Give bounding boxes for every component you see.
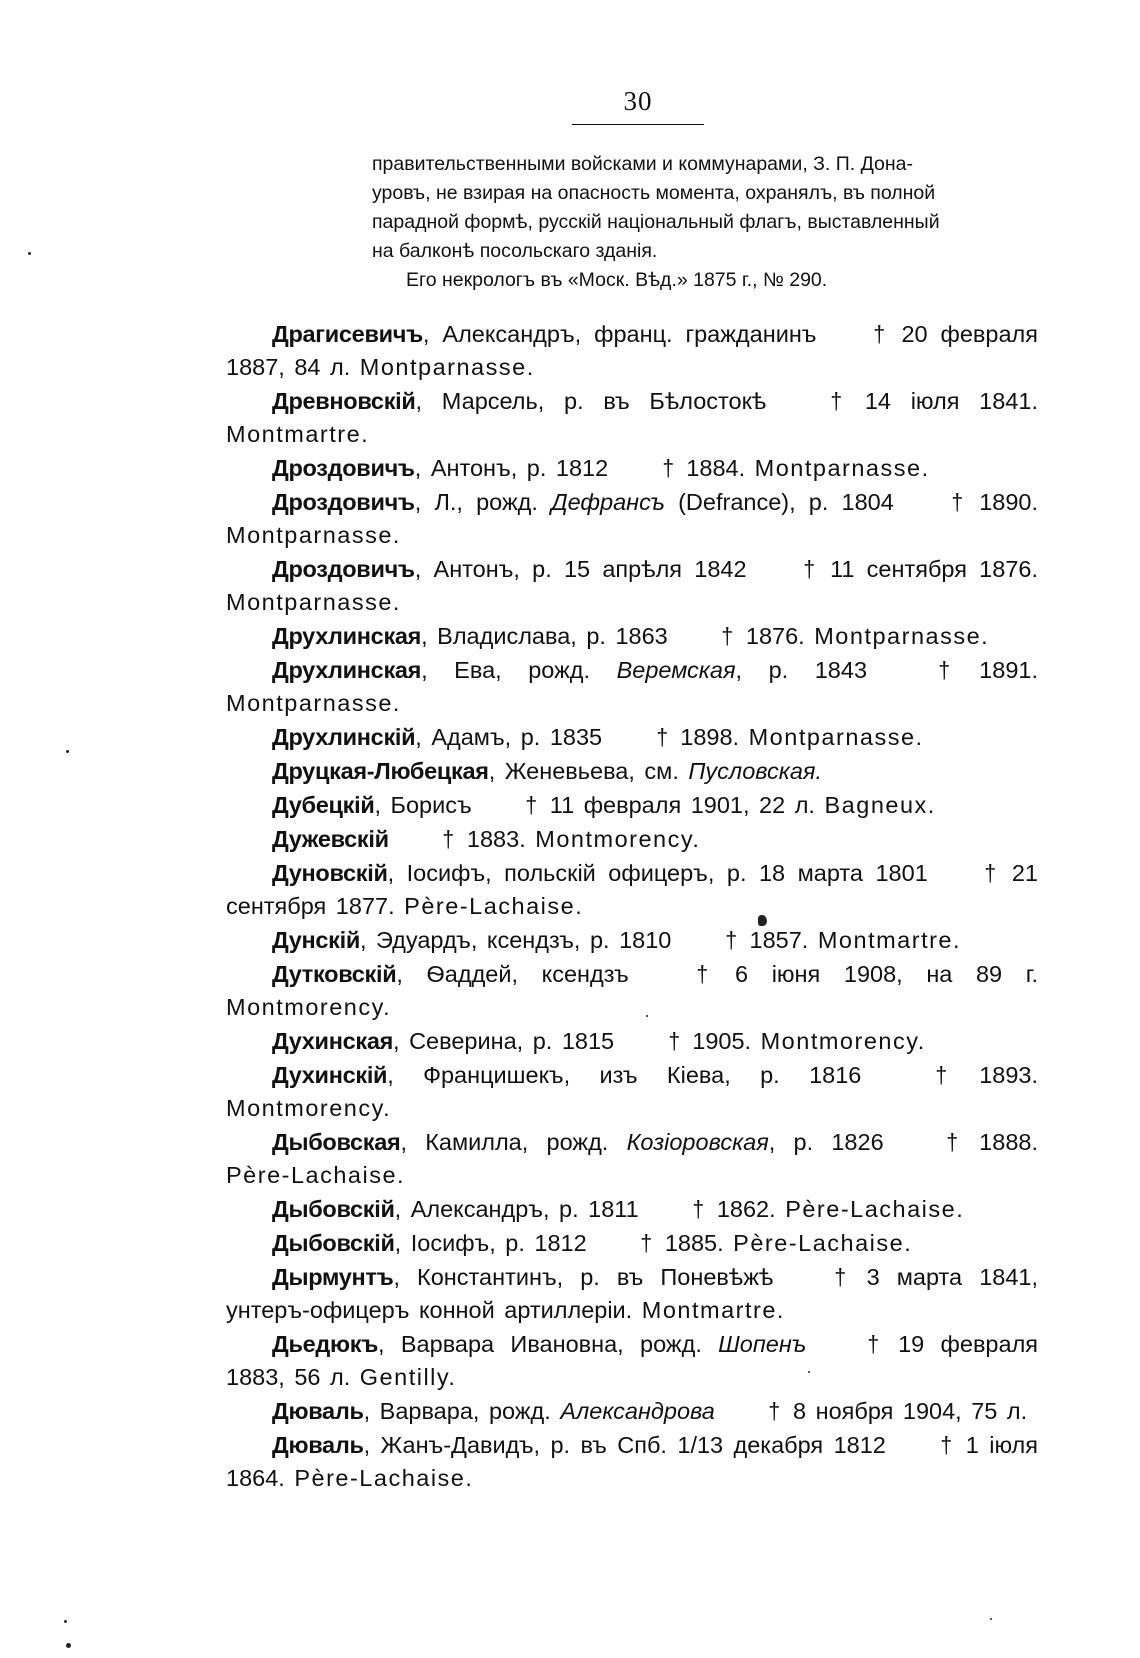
entry-text: , Борисъ xyxy=(374,792,482,818)
entry-text: , Л., рожд. xyxy=(414,489,552,515)
death-cross: † xyxy=(525,792,538,818)
death-cross: † xyxy=(834,1264,847,1290)
entry-cemetery: Montparnasse. xyxy=(226,522,401,548)
entry xyxy=(226,452,1038,485)
entry xyxy=(226,1328,1038,1394)
entry-name: Духинская xyxy=(272,1028,394,1054)
entry xyxy=(226,318,1038,384)
entry xyxy=(226,823,1038,856)
entry-cemetery: Montparnasse. xyxy=(748,724,924,750)
entry-cemetery: Montparnasse. xyxy=(359,354,535,380)
ink-blot xyxy=(758,915,767,926)
page-number-rule xyxy=(572,124,704,125)
entry-text: , Жанъ-Давидъ, р. въ Спб. 1/13 декабря 1812 xyxy=(363,1432,897,1458)
entry-cemetery: Montparnasse. xyxy=(814,623,990,649)
print-speck xyxy=(66,750,69,753)
entry-text: 1885. xyxy=(655,1230,734,1256)
entry-text: , р. 1843 xyxy=(735,657,894,683)
death-cross: † xyxy=(725,927,738,953)
entry-text: 1 іюля 1864. xyxy=(226,1432,1038,1491)
entry xyxy=(226,486,1038,552)
death-cross: † xyxy=(940,1432,953,1458)
death-cross: † xyxy=(656,724,668,750)
entry-text: 1893. xyxy=(949,1062,1038,1088)
entry-name: Дуновскій xyxy=(272,860,388,886)
entry-text: 1883. xyxy=(457,826,536,852)
entry-name: Дунскій xyxy=(272,927,360,953)
entry-name: Духинскій xyxy=(272,1062,388,1088)
entry-text: , Іосифъ, польскій офицеръ, р. 18 марта 1801 xyxy=(387,860,941,886)
entry-name: Дыбовскій xyxy=(272,1230,395,1256)
death-cross: † xyxy=(721,623,734,649)
entry-cemetery: Père-Lachaise. xyxy=(404,893,584,919)
entry-name: Друцкая-Любецкая xyxy=(272,758,489,784)
entry xyxy=(226,1429,1038,1495)
intro-paragraph xyxy=(372,150,1040,295)
entry xyxy=(226,958,1038,1024)
entry-name: Дроздовичъ xyxy=(272,455,415,481)
intro-line: уровъ, не взирая на опасность момента, охранялъ, въ полной xyxy=(372,182,936,204)
entry-cemetery: Père-Lachaise. xyxy=(785,1196,965,1222)
entry-cemetery: Bagneux. xyxy=(824,792,936,818)
entry-text: , Владислава, р. 1863 xyxy=(421,623,678,649)
entry-text: , Северина, р. 1815 xyxy=(393,1028,624,1054)
intro-line: правительственными войсками и коммунарами, З. П. Дона- xyxy=(372,153,914,175)
print-speck xyxy=(808,1371,810,1373)
entry-name: Дыбовская xyxy=(272,1129,401,1155)
entry-text: 1862. xyxy=(707,1196,786,1222)
entry-text xyxy=(806,1331,822,1357)
entry-text: 1890. xyxy=(966,489,1039,515)
entry xyxy=(226,1395,1038,1428)
entry xyxy=(226,789,1038,822)
entry-cemetery: Père-Lachaise. xyxy=(733,1230,913,1256)
death-cross: † xyxy=(696,961,709,987)
entry-name: Дьедюкъ xyxy=(272,1331,379,1357)
entry-text: , Эдуардъ, ксендзъ, р. 1810 xyxy=(360,927,681,953)
death-cross: † xyxy=(984,860,997,886)
entry-name: Древновскій xyxy=(272,388,416,414)
entry-text: , Женевьева, см. xyxy=(488,758,689,784)
entry-text: 6 іюня 1908, на 89 г. xyxy=(711,961,1038,987)
entry-maiden-name: Козіоровская xyxy=(626,1129,769,1155)
entry-text xyxy=(715,1398,725,1424)
entry-name: Дюваль xyxy=(272,1398,364,1424)
entry-text: , Константинъ, р. въ Поневѣжѣ xyxy=(393,1264,791,1290)
entry-name: Дюваль xyxy=(272,1432,364,1458)
entry-text: 11 сентября 1876. xyxy=(817,556,1038,582)
death-cross: † xyxy=(692,1196,705,1222)
entry-cemetery: Montmorency. xyxy=(226,994,392,1020)
entry-cemetery: Montmorency. xyxy=(226,1095,392,1121)
entry-text: , Антонъ, р. 15 апрѣля 1842 xyxy=(414,556,759,582)
entry-text: (Defrance), р. 1804 xyxy=(664,489,907,515)
entry-text: 8 ноября 1904, 75 л. xyxy=(783,1398,1028,1424)
entry-name: Драгисевичъ xyxy=(272,321,423,347)
entry-name: Дыбовскій xyxy=(272,1196,395,1222)
entry-maiden-name: Александрова xyxy=(560,1398,715,1424)
entry xyxy=(226,1227,1038,1260)
entry-name: Дубецкій xyxy=(272,792,375,818)
entry xyxy=(226,620,1038,653)
entry-name: Друхлинскій xyxy=(272,724,416,750)
entry-text: 1876. xyxy=(736,623,815,649)
entry xyxy=(226,1025,1038,1058)
entry-name: Дроздовичъ xyxy=(272,489,415,515)
death-cross: † xyxy=(937,657,950,683)
entry xyxy=(226,553,1038,619)
entry-cemetery: Montmartre. xyxy=(226,421,370,447)
entry-list xyxy=(226,318,1038,1496)
death-cross: † xyxy=(668,1028,680,1054)
entry xyxy=(226,1261,1038,1327)
entry-text: , Камилла, рожд. xyxy=(400,1129,627,1155)
entry-cemetery: Montmartre. xyxy=(817,927,962,953)
death-cross: † xyxy=(935,1062,947,1088)
entry-text: , Александръ, франц. гражданинъ xyxy=(422,321,830,347)
entry-text: 1888. xyxy=(960,1129,1038,1155)
entry-text: , Ѳаддей, ксендзъ xyxy=(396,961,653,987)
death-cross: † xyxy=(830,388,843,414)
intro-line: на балконѣ посольскаго зданія. xyxy=(372,240,658,262)
entry-name: Дужевскій xyxy=(272,826,389,852)
entry-text xyxy=(389,826,399,852)
death-cross: † xyxy=(640,1230,653,1256)
entry-maiden-name: Шопенъ xyxy=(718,1331,807,1357)
entry-text: 1884. xyxy=(676,455,755,481)
print-speck xyxy=(646,1015,648,1017)
entry-text: 1857. xyxy=(739,927,818,953)
entry-text: , Антонъ, р. 1812 xyxy=(414,455,618,481)
entry-text: 11 февраля 1901, 22 л. xyxy=(540,792,825,818)
entry-text: , Александръ, р. 1811 xyxy=(394,1196,649,1222)
entry-cemetery: Montparnasse. xyxy=(226,690,401,716)
death-cross: † xyxy=(951,489,964,515)
death-cross: † xyxy=(803,556,815,582)
entry-cemetery: Père-Lachaise. xyxy=(294,1465,474,1491)
entry-maiden-name: Дефрансъ xyxy=(551,489,665,515)
entry-text: , Францишекъ, изъ Кіева, р. 1816 xyxy=(387,1062,891,1088)
entry-text: , Марсель, р. въ Бѣлостокѣ xyxy=(415,388,787,414)
entry-maiden-name: Пусловская. xyxy=(688,758,823,784)
entry-cemetery: Montmartre. xyxy=(641,1297,785,1323)
entry xyxy=(226,721,1038,754)
entry-name: Дутковскій xyxy=(272,961,397,987)
page-number: 30 xyxy=(623,86,653,116)
entry-name: Друхлинская xyxy=(272,657,422,683)
entry-text: , Іосифъ, р. 1812 xyxy=(394,1230,597,1256)
entry-cemetery: Montmorency. xyxy=(760,1028,926,1054)
entry-text: 21 сентября 1877. xyxy=(226,860,1038,919)
entry-text: , Варвара, рожд. xyxy=(363,1398,561,1424)
print-speck xyxy=(990,1618,992,1620)
entry xyxy=(226,924,1038,957)
death-cross: † xyxy=(442,826,455,852)
entry xyxy=(226,1059,1038,1125)
entry xyxy=(226,1126,1038,1192)
entry-text: 1905. xyxy=(682,1028,761,1054)
entry-cemetery: Montparnasse. xyxy=(226,589,401,615)
death-cross: † xyxy=(946,1129,958,1155)
death-cross: † xyxy=(867,1331,879,1357)
entry xyxy=(226,1193,1038,1226)
entry xyxy=(226,654,1038,720)
entry-cemetery: Montparnasse. xyxy=(754,455,930,481)
print-speck xyxy=(64,1620,67,1623)
entry-cemetery: Gentilly. xyxy=(359,1364,457,1390)
death-cross: † xyxy=(873,321,886,347)
entry-maiden-name: Веремская xyxy=(616,657,736,683)
entry-text: 20 февраля 1887, 84 л. xyxy=(226,321,1038,380)
entry xyxy=(226,857,1038,923)
entry-text: , Варвара Ивановна, рожд. xyxy=(378,1331,719,1357)
entry-name: Дырмунтъ xyxy=(272,1264,394,1290)
print-speck xyxy=(66,1643,71,1648)
intro-citation: Его некрологъ въ «Моск. Вѣд.» 1875 г., № 290. xyxy=(406,269,828,291)
entry-name: Дроздовичъ xyxy=(272,556,415,582)
entry-cemetery: Père-Lachaise. xyxy=(226,1162,406,1188)
entry-text: 19 февраля 1883, 56 л. xyxy=(226,1331,1039,1390)
entry-text: , Ева, рожд. xyxy=(421,657,617,683)
entry-text: 3 марта 1841, унтеръ-офицеръ конной артиллеріи. xyxy=(226,1264,1038,1323)
entry-text: 1898. xyxy=(670,724,749,750)
print-speck xyxy=(28,252,31,255)
intro-line: парадной формѣ, русскій національный флагъ, выставленный xyxy=(372,211,940,233)
entry xyxy=(226,385,1038,451)
entry-text: 14 іюля 1841. xyxy=(845,388,1038,414)
entry-cemetery: Montmorency. xyxy=(535,826,701,852)
entry-text: , Адамъ, р. 1835 xyxy=(415,724,612,750)
entry-text: , р. 1826 xyxy=(768,1129,902,1155)
death-cross: † xyxy=(662,455,674,481)
entry-text: 1891. xyxy=(952,657,1038,683)
death-cross: † xyxy=(768,1398,781,1424)
entry-name: Друхлинская xyxy=(272,623,422,649)
entry xyxy=(226,755,1038,788)
